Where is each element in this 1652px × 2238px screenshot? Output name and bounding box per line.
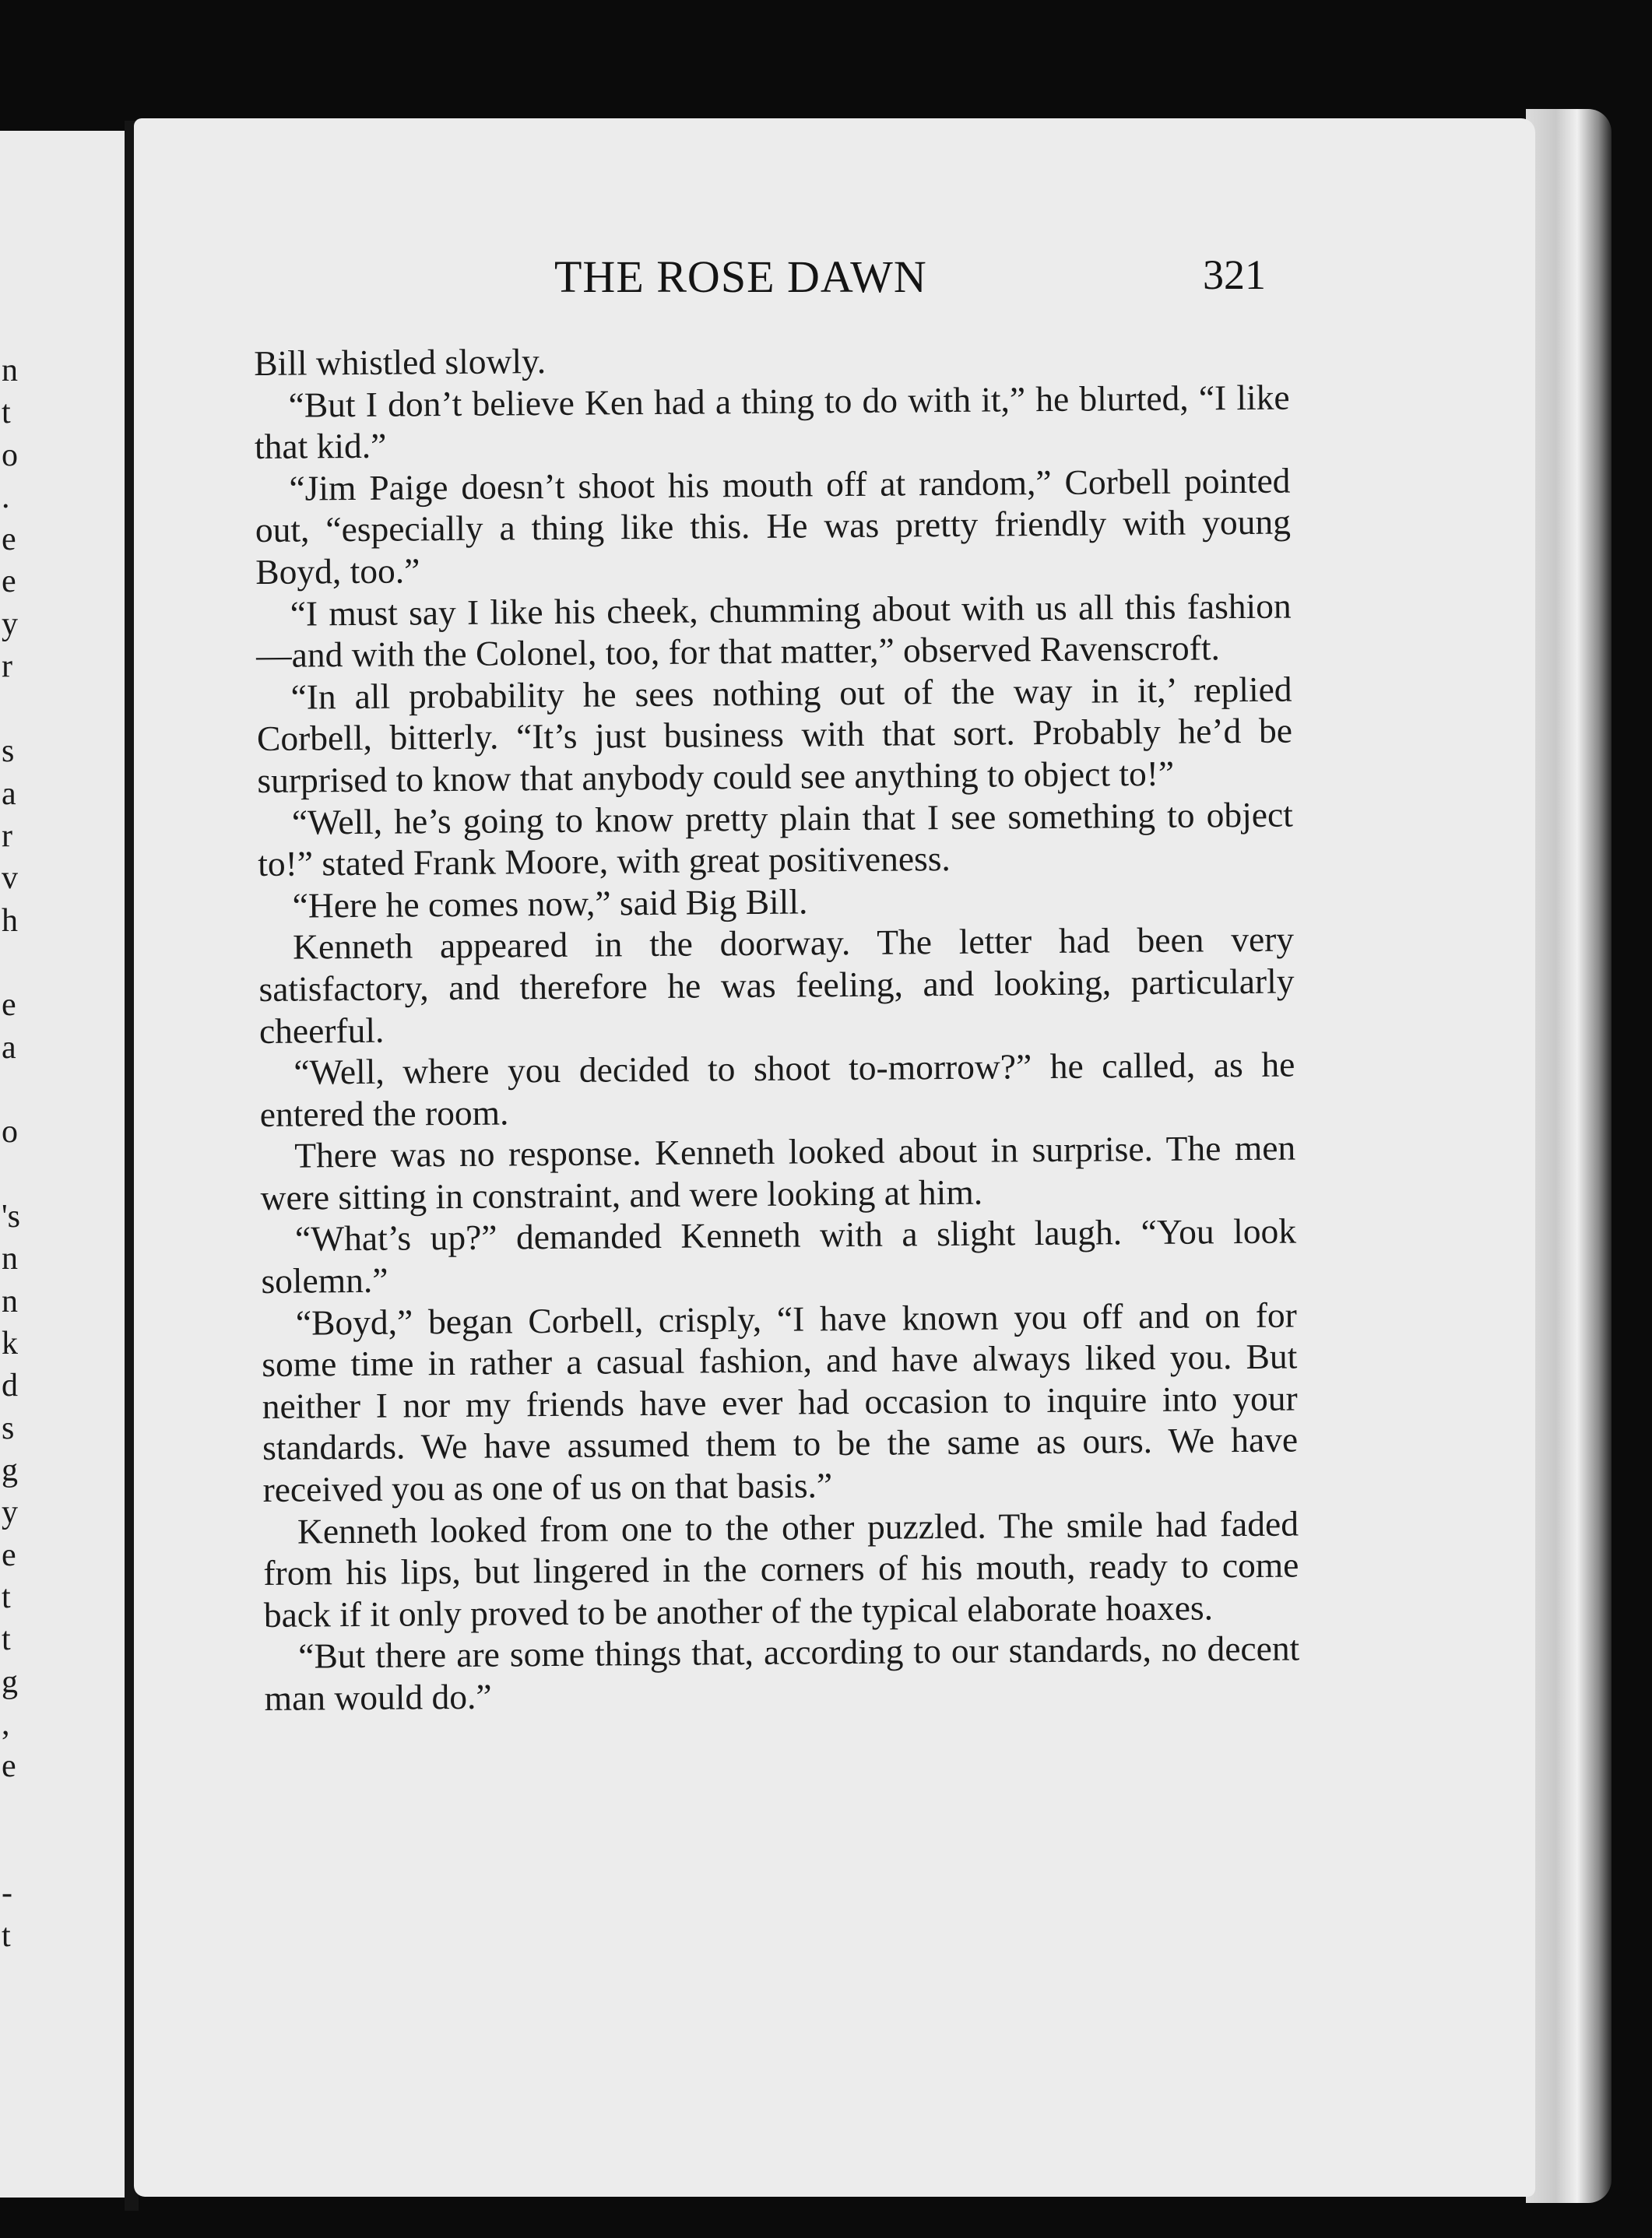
paragraph: “In all probability he sees nothing out of the way in it,’ replied Corbell, bitterly. “It’s just business with that sort. Probably he’d be surprised to know that anybody could see anything to object to!” bbox=[256, 669, 1293, 800]
page-number: 321 bbox=[1203, 251, 1266, 298]
paragraph: “But there are some things that, according to our standards, no decent man would do.” bbox=[264, 1628, 1300, 1718]
edge-letter: y bbox=[2, 1495, 18, 1530]
paragraph: “Boyd,” began Corbell, crisply, “I have known you off and on for some time in rather a casual fashion, and have always liked you. But neither I nor my friends have ever had occasion to inquire into your standards. We have assumed them to be the same as ours. We have received you as one of us on that basis.” bbox=[262, 1295, 1299, 1509]
paragraph: “Well, he’s going to know pretty plain that I see something to object to!” stated Frank Moore, with great positiveness. bbox=[258, 794, 1293, 884]
paragraph: “Well, where you decided to shoot to-morrow?” he called, as he entered the room. bbox=[259, 1044, 1295, 1134]
edge-letter: . bbox=[2, 480, 10, 515]
edge-letter: - bbox=[2, 1875, 12, 1911]
paragraph: Kenneth appeared in the doorway. The letter had been very satisfactory, and therefore he was feeling, and looking, particularly cheerful. bbox=[258, 919, 1295, 1051]
paragraph: Kenneth looked from one to the other puzzled. The smile had faded from his lips, but lingered in the corners of his mouth, ready to come back if it only proved to be another of the typical elaborate hoaxes. bbox=[263, 1503, 1299, 1635]
paragraph: “I must say I like his cheek, chumming about with us all this fashion—and with the Colonel, too, for that matter,” observed Ravenscroft. bbox=[255, 585, 1292, 676]
paragraph: “Jim Paige doesn’t shoot his mouth off at random,” Corbell pointed out, “especially a thing like this. He was pretty friendly with young Boyd, too.” bbox=[255, 460, 1292, 592]
edge-letter: e bbox=[2, 1748, 16, 1784]
edge-letter: v bbox=[2, 860, 18, 896]
page-edge bbox=[1526, 109, 1612, 2203]
edge-letter: o bbox=[2, 437, 18, 473]
edge-letter: e bbox=[2, 522, 16, 557]
paragraph: “Here he comes now,” said Big Bill. bbox=[292, 881, 808, 926]
body-text bbox=[254, 335, 1300, 1720]
edge-letter: r bbox=[2, 818, 12, 854]
edge-letter: y bbox=[2, 606, 18, 642]
paragraph: “But I don’t believe Ken had a thing to do with it,” he blurted, “I like that kid.” bbox=[254, 377, 1290, 467]
edge-letter: e bbox=[2, 564, 16, 599]
running-head: THE ROSE DAWN bbox=[554, 251, 927, 302]
edge-letter: g bbox=[2, 1664, 18, 1700]
edge-letter: t bbox=[2, 1621, 11, 1657]
edge-letter: t bbox=[2, 1918, 11, 1954]
edge-letter: k bbox=[2, 1326, 18, 1361]
edge-letter: t bbox=[2, 1579, 11, 1615]
edge-letter: , bbox=[2, 1706, 10, 1742]
edge-letter: e bbox=[2, 987, 16, 1023]
edge-letter: g bbox=[2, 1453, 18, 1488]
edge-letter: a bbox=[2, 1030, 16, 1066]
edge-letter: h bbox=[2, 903, 18, 939]
paragraph: Bill whistled slowly. bbox=[254, 341, 547, 383]
edge-letter: a bbox=[2, 776, 16, 812]
edge-letter: e bbox=[2, 1537, 16, 1573]
edge-letter: n bbox=[2, 1241, 18, 1277]
edge-letter: d bbox=[2, 1368, 18, 1404]
edge-letter: 's bbox=[2, 1199, 20, 1235]
edge-letter: s bbox=[2, 733, 15, 769]
paragraph: “What’s up?” demanded Kenneth with a slight laugh. “You look solemn.” bbox=[261, 1210, 1297, 1302]
left-page-edge-text bbox=[0, 131, 31, 2198]
paragraph: There was no response. Kenneth looked about in surprise. The men were sitting in constraint, and were looking at him. bbox=[260, 1127, 1296, 1217]
edge-letter: n bbox=[2, 1284, 18, 1319]
left-page bbox=[0, 131, 125, 2198]
edge-letter: o bbox=[2, 1114, 18, 1150]
edge-letter: n bbox=[2, 353, 18, 388]
edge-letter: s bbox=[2, 1411, 15, 1446]
edge-letter: t bbox=[2, 395, 11, 430]
edge-letter: r bbox=[2, 648, 12, 684]
